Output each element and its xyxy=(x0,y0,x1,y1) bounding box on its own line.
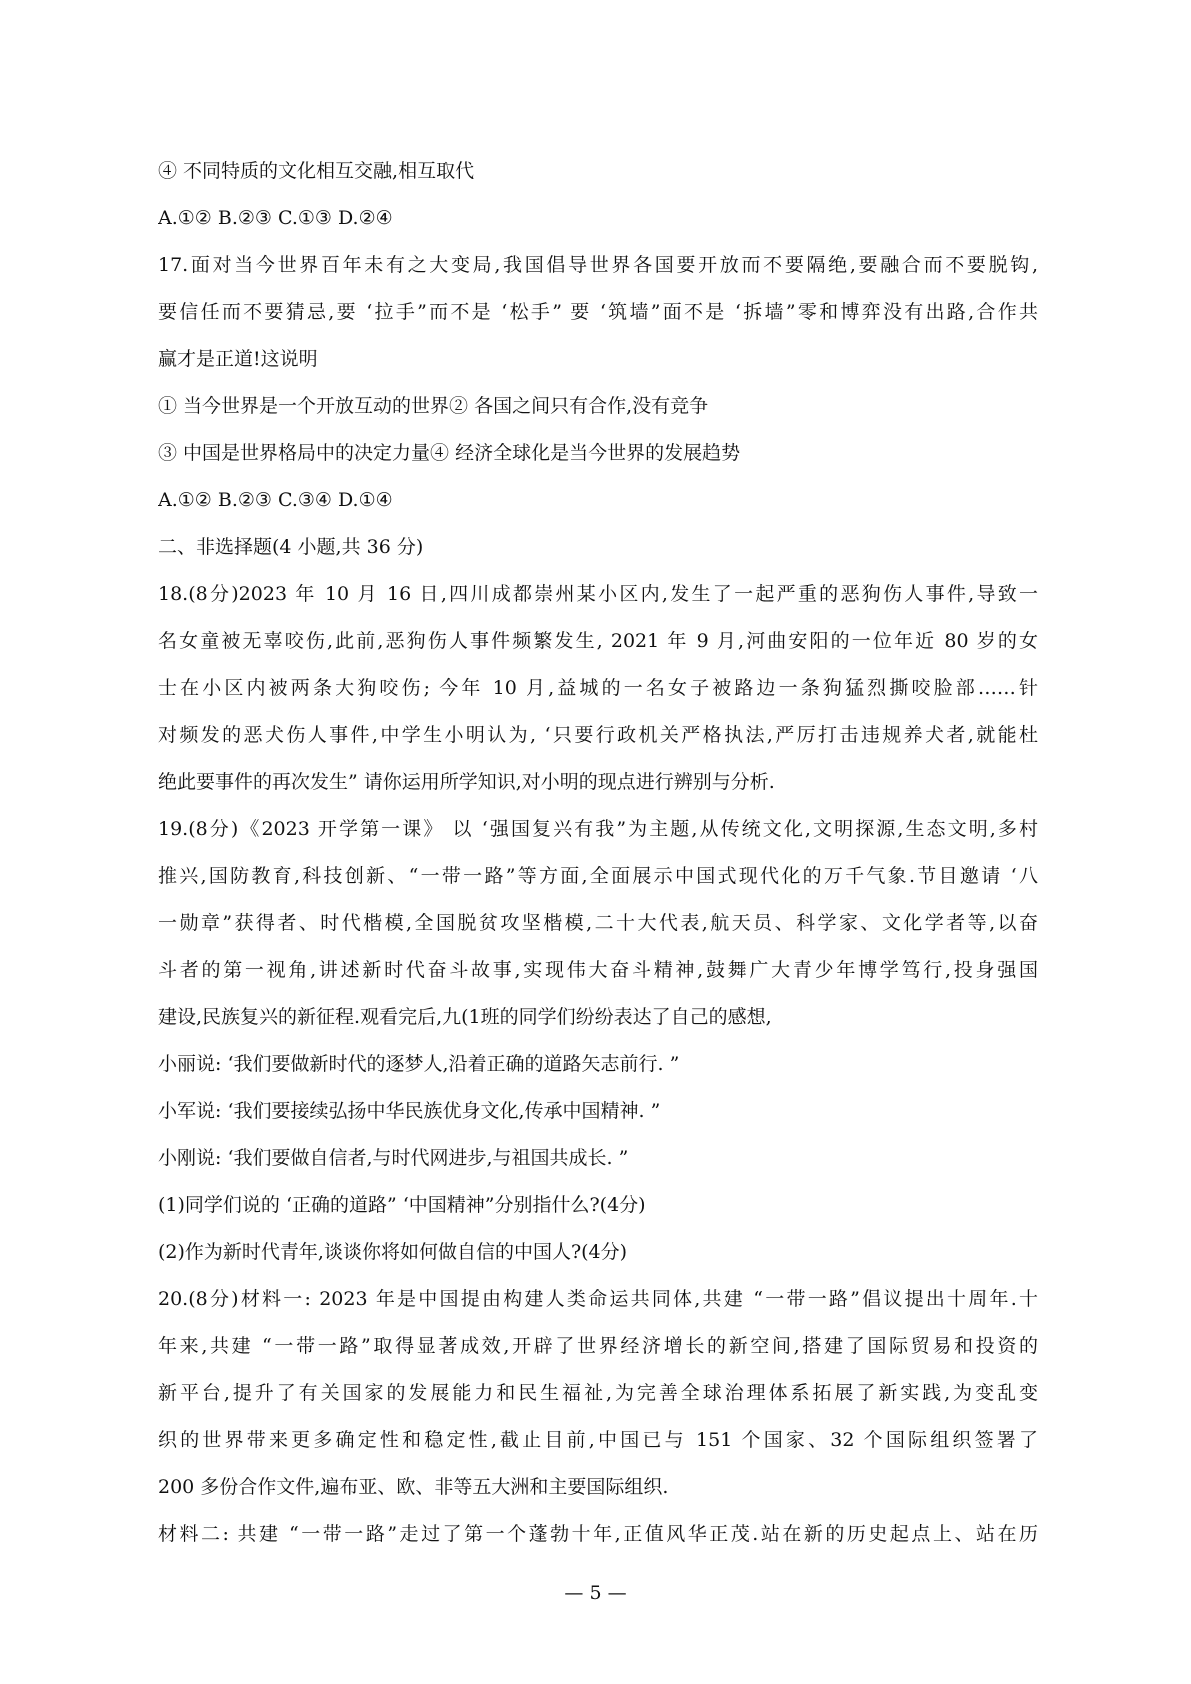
q17-answer-choices: A.①② B.②③ C.③④ D.①④ xyxy=(158,489,393,511)
q20-line-1: 20.(8分)材料一: 2023 年是中国提由构建人类命运共同体,共建 “一带一路”倡议提出十周年.十 xyxy=(158,1288,1038,1310)
q19-subquestion-1: (1)同学们说的 ‘正确的道路” ‘中国精神”分别指什么?(4分) xyxy=(158,1194,646,1216)
q19-line-5: 建设,民族复兴的新征程.观看完后,九(1班的同学们纷纷表达了自己的感想, xyxy=(158,1006,772,1028)
q18-line-1: 18.(8分)2023 年 10 月 16 日,四川成都崇州某小区内,发生了一起严重的恶狗伤人事件,导致一 xyxy=(158,583,1038,605)
q19-quote-xiaogang: 小刚说: ‘我们要做自信者,与时代网进步,与祖国共成长. ” xyxy=(158,1147,629,1169)
q20-line-3: 新平台,提升了有关国家的发展能力和民生福祉,为完善全球治理体系拓展了新实践,为变乱变 xyxy=(158,1382,1038,1404)
page-number: — 5 — xyxy=(564,1582,627,1604)
q17-stem-line-2: 要信任而不要猜忌,要 ‘拉手”而不是 ‘松手” 要 ‘筑墙”面不是 ‘拆墙”零和博弈没有出路,合作共 xyxy=(158,301,1038,323)
q19-subquestion-2: (2)作为新时代青年,谈谈你将如何做自信的中国人?(4分) xyxy=(158,1241,628,1263)
q19-line-2: 推兴,国防教育,科技创新、“一带一路”等方面,全面展示中国式现代化的万千气象.节目邀请 ‘八 xyxy=(158,865,1038,887)
q18-line-3: 士在小区内被两条大狗咬伤; 今年 10 月,益城的一名女子被路边一条狗猛烈撕咬脸部……针 xyxy=(158,677,1038,699)
page-content xyxy=(158,148,1038,1558)
q19-line-3: 一勋章”获得者、时代楷模,全国脱贫攻坚楷模,二十大代表,航天员、科学家、文化学者等,以奋 xyxy=(158,912,1038,934)
q18-line-5: 绝此要事件的再次发生” 请你运用所学知识,对小明的现点进行辨别与分析. xyxy=(158,771,775,793)
q17-stem-line-3: 赢才是正道!这说明 xyxy=(158,348,318,370)
q20-line-4: 织的世界带来更多确定性和稳定性,截止目前,中国已与 151 个国家、32 个国际组织签署了 xyxy=(158,1429,1038,1451)
q19-line-1: 19.(8分)《2023 开学第一课》 以 ‘强国复兴有我”为主题,从传统文化,文明探源,生态文明,多村 xyxy=(158,818,1038,840)
q19-line-4: 斗者的第一视角,讲述新时代奋斗故事,实现伟大奋斗精神,鼓舞广大青少年博学笃行,投身强国 xyxy=(158,959,1038,981)
q20-material-2: 材料二: 共建 “一带一路”走过了第一个蓬勃十年,正值风华正茂.站在新的历史起点上、站在历 xyxy=(158,1523,1038,1545)
q17-options-line-1: ① 当今世界是一个开放互动的世界② 各国之间只有合作,没有竞争 xyxy=(158,395,709,417)
q16-option-4: ④ 不同特质的文化相互交融,相互取代 xyxy=(158,160,475,182)
q18-line-2: 名女童被无辜咬伤,此前,恶狗伤人事件频繁发生, 2021 年 9 月,河曲安阳的一位年近 80 岁的女 xyxy=(158,630,1038,652)
q17-stem-line-1: 17.面对当今世界百年未有之大变局,我国倡导世界各国要开放而不要隔绝,要融合而不要脱钩, xyxy=(158,254,1038,276)
q20-line-2: 年来,共建 “一带一路”取得显著成效,开辟了世界经济增长的新空间,搭建了国际贸易和投资的 xyxy=(158,1335,1038,1357)
q20-line-5: 200 多份合作文件,遍布亚、欧、非等五大洲和主要国际组织. xyxy=(158,1476,669,1498)
q18-line-4: 对频发的恶犬伤人事件,中学生小明认为, ‘只要行政机关严格执法,严厉打击违规养犬者,就能杜 xyxy=(158,724,1038,746)
section-2-heading: 二、非选择题(4 小题,共 36 分) xyxy=(158,536,424,558)
q17-options-line-2: ③ 中国是世界格局中的决定力量④ 经济全球化是当今世界的发展趋势 xyxy=(158,442,741,464)
q16-answer-choices: A.①② B.②③ C.①③ D.②④ xyxy=(158,207,393,229)
q19-quote-xiaoli: 小丽说: ‘我们要做新时代的逐梦人,沿着正确的道路矢志前行. ” xyxy=(158,1053,680,1075)
q19-quote-xiaojun: 小军说: ‘我们要接续弘扬中华民族优身文化,传承中国精神. ” xyxy=(158,1100,661,1122)
